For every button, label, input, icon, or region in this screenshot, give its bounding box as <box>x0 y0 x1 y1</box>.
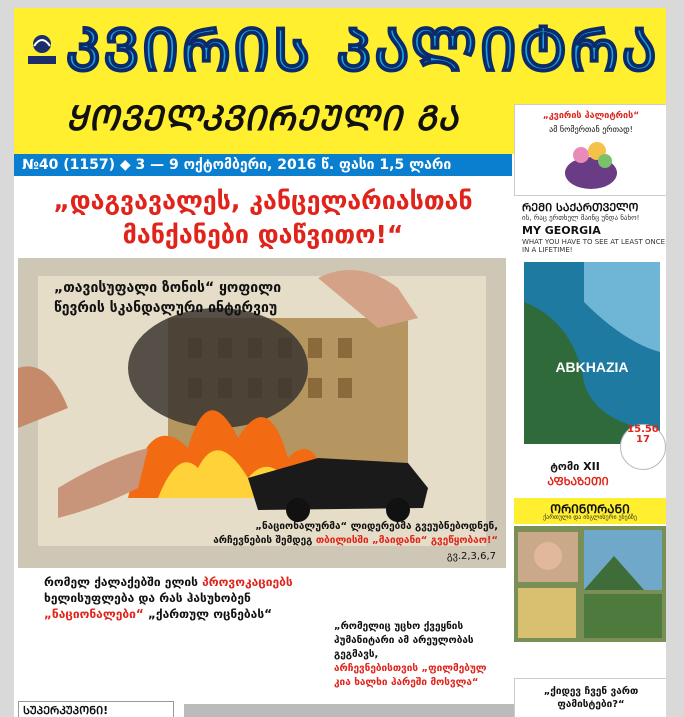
lede-red-2: „ნაციონალები“ <box>44 607 144 621</box>
caption-bottom-red: თბილისში „მაიდანი“ გვეწყობაო!“ <box>315 535 498 546</box>
book-promo[interactable] <box>514 198 666 498</box>
lede-text-3: „ქართულ ოცნებას“ <box>147 607 273 621</box>
thumbnail-strip <box>184 704 514 717</box>
photo-caption-top: „თავისუფალი ზონის“ ყოფილი წევრის სკანდალური ინტერვიუ <box>54 280 282 316</box>
quote-box[interactable] <box>514 678 666 717</box>
headline-line-2: მანქანები დაწვითო!“ <box>122 220 404 249</box>
newspaper-logo-icon <box>20 30 64 70</box>
promo2-line-2: ის, რაც ერთხელ მაინც უნდა ნახო! <box>522 214 640 222</box>
coupon-section-label[interactable]: ᲡᲣᲞᲔᲠᲙᲣᲞᲝᲜᲘ! <box>18 701 174 717</box>
page-reference: გვ.2,3,6,7 <box>446 551 496 562</box>
oriorani-title: ᲝᲠᲘᲜᲝᲠᲐᲜᲘ <box>550 502 630 516</box>
masthead-subtitle: ᲧᲝᲕᲔᲚᲙᲕᲘᲠᲔᲣᲚᲘ ᲒᲐ <box>66 99 459 139</box>
issue-info-bar: №40 (1157) ◆ 3 — 9 ოქტომბერი, 2016 წ. ფასი 1,5 ლარი <box>14 154 512 176</box>
sidehead-line-3: გეგმავს, <box>334 649 379 660</box>
caption-bottom-text: არჩევნების შემდეგ <box>213 535 313 546</box>
body-text-column <box>318 574 510 614</box>
promo-subtitle: ამ ნომერთან ერთად! <box>549 125 633 134</box>
promo2-line-3: MY GEORGIA <box>522 224 601 237</box>
photo-collage[interactable] <box>514 526 666 642</box>
travel-collage <box>514 526 666 642</box>
body-text-column <box>182 626 310 698</box>
caption-bottom-line-1: „ნაციონალურმა“ ლიდერებმა გვეუბნებოდნენ, <box>255 521 498 532</box>
volume-name: ᲐᲤᲮᲐᲖᲔᲗᲘ <box>547 475 609 488</box>
sidehead-red: არჩევნებისთვის „ფილმებულ კია ხალხი ჰარეში მოსვლა“ <box>334 663 487 688</box>
caption-bottom-line-2 <box>158 534 498 548</box>
sidehead-line-2: ჰუმანიტარი ამ არეულობას <box>334 635 474 646</box>
price-value-2: 17 <box>636 434 650 445</box>
price-value-1: 15.50 <box>627 424 659 435</box>
lede-text-2: ხელისუფლება და რას ჰასუხობენ <box>44 591 251 605</box>
gift-bag-icon <box>561 139 621 191</box>
main-photo[interactable] <box>18 258 506 568</box>
main-headline[interactable] <box>14 184 512 252</box>
body-text-column <box>18 626 178 698</box>
quote-text: „ქიდევ ჩვენ ვართ ფამისტები?“ <box>543 686 639 710</box>
coastline-photo <box>524 262 660 444</box>
newspaper-front-page <box>14 8 666 717</box>
side-article-headline[interactable] <box>334 620 504 690</box>
lede-red-1: პროვოკაციებს <box>202 575 293 589</box>
lede-headline[interactable] <box>44 574 304 622</box>
promo2-line-1: ᲠᲔᲛᲘ ᲡᲐᲥᲐᲠᲗᲕᲔᲚᲝ <box>522 201 639 214</box>
price-badge <box>620 424 666 470</box>
masthead-title: ᲙᲕᲘᲠᲘᲡ ᲞᲐᲚᲘᲢᲠᲐ <box>66 16 660 84</box>
sidehead-line-1: „რომელიც უცხო ქვეყნის <box>334 621 464 632</box>
headline-line-1: „დაგვავალეს, კანცელარიასთან <box>53 186 473 215</box>
book-title: ABKHAZIA <box>555 359 629 375</box>
lede-text-1: რომელ ქალაქებში ელის <box>44 575 198 589</box>
promo-title: „კვირის პალიტრის“ <box>542 111 640 121</box>
promo-box[interactable] <box>514 104 666 196</box>
promo2-line-4: WHAT YOU HAVE TO SEE AT LEAST ONCE IN A LIFETIME! <box>522 238 666 254</box>
oriorani-band[interactable] <box>514 498 666 524</box>
book-cover <box>524 262 660 444</box>
photo-caption-bottom <box>158 520 498 548</box>
oriorani-subtitle: ქართული და ინგლისური ენებზე <box>543 514 637 521</box>
volume-number: ტომი XII <box>550 460 600 473</box>
